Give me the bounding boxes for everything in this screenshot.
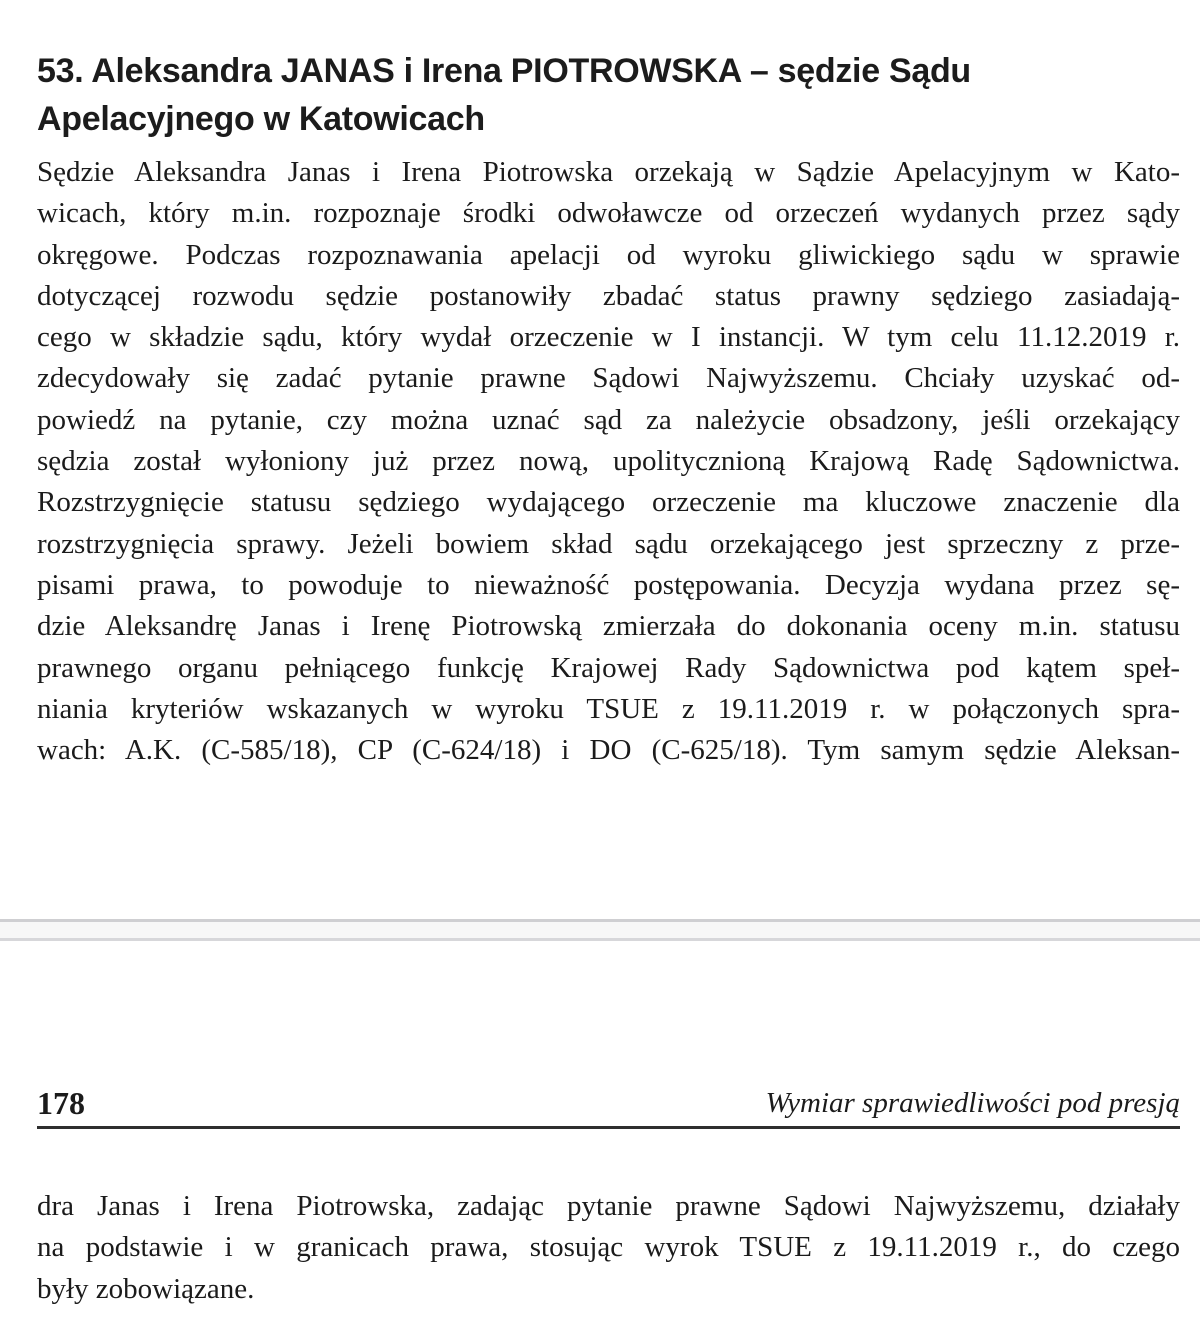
body-line: dzie Aleksandrę Janas i Irenę Piotrowską zmierzała do dokonania oceny m.in. statusu bbox=[37, 610, 1180, 643]
body-line: Rozstrzygnięcie statusu sędziego wydającego orzeczenie ma kluczowe znaczenie dla bbox=[37, 486, 1180, 519]
body-line: wicach, który m.in. rozpoznaje środki odwoławcze od orzeczeń wydanych przez sądy bbox=[37, 197, 1180, 230]
body-line: sędzia został wyłoniony już przez nową, upolitycznioną Krajową Radę Sądownictwa. bbox=[37, 445, 1180, 478]
body-line: niania kryteriów wskazanych w wyroku TSUE z 19.11.2019 r. w połączonych spra- bbox=[37, 692, 1180, 725]
body-line: na podstawie i w granicach prawa, stosując wyrok TSUE z 19.11.2019 r., do czego bbox=[37, 1231, 1180, 1264]
body-line: powiedź na pytanie, czy można uznać sąd za należycie obsadzony, jeśli orzekający bbox=[37, 403, 1180, 436]
running-title: Wymiar sprawiedliwości pod presją bbox=[765, 1087, 1180, 1119]
body-line: wach: A.K. (C-585/18), CP (C-624/18) i DO (C-625/18). Tym samym sędzie Aleksan- bbox=[37, 734, 1180, 767]
body-line: okręgowe. Podczas rozpoznawania apelacji od wyroku gliwickiego sądu w sprawie bbox=[37, 238, 1180, 271]
body-line: dotyczącej rozwodu sędzie postanowiły zbadać status prawny sędziego zasiadają- bbox=[37, 279, 1180, 312]
section-heading bbox=[37, 47, 1180, 143]
body-line: zdecydowały się zadać pytanie prawne Sądowi Najwyższemu. Chciały uzyskać od- bbox=[37, 362, 1180, 395]
body-line: dra Janas i Irena Piotrowska, zadając pytanie prawne Sądowi Najwyższemu, działały bbox=[37, 1190, 1180, 1222]
body-line: Sędzie Aleksandra Janas i Irena Piotrowska orzekają w Sądzie Apelacyjnym w Kato- bbox=[37, 156, 1180, 188]
body-line: rozstrzygnięcia sprawy. Jeżeli bowiem skład sądu orzekającego jest sprzeczny z prze- bbox=[37, 527, 1180, 560]
body-line: pisami prawa, to powoduje to nieważność postępowania. Decyzja wydana przez sę- bbox=[37, 568, 1180, 601]
page-separator bbox=[0, 919, 1200, 941]
body-line: były zobowiązane. bbox=[37, 1272, 255, 1305]
page-footer bbox=[37, 1082, 1180, 1129]
page-number: 178 bbox=[37, 1085, 85, 1121]
body-line: prawnego organu pełniącego funkcję Krajowej Rady Sądownictwa pod kątem speł- bbox=[37, 651, 1180, 684]
body-paragraph-page-2 bbox=[37, 1186, 1180, 1310]
body-paragraph-page-1 bbox=[37, 152, 1180, 771]
body-line: cego w składzie sądu, który wydał orzeczenie w I instancji. W tym celu 11.12.2019 r. bbox=[37, 321, 1180, 354]
section-heading-line-2: Apelacyjnego w Katowicach bbox=[37, 99, 485, 138]
section-heading-line-1: 53. Aleksandra JANAS i Irena PIOTROWSKA – sędzie Sądu bbox=[37, 51, 971, 90]
